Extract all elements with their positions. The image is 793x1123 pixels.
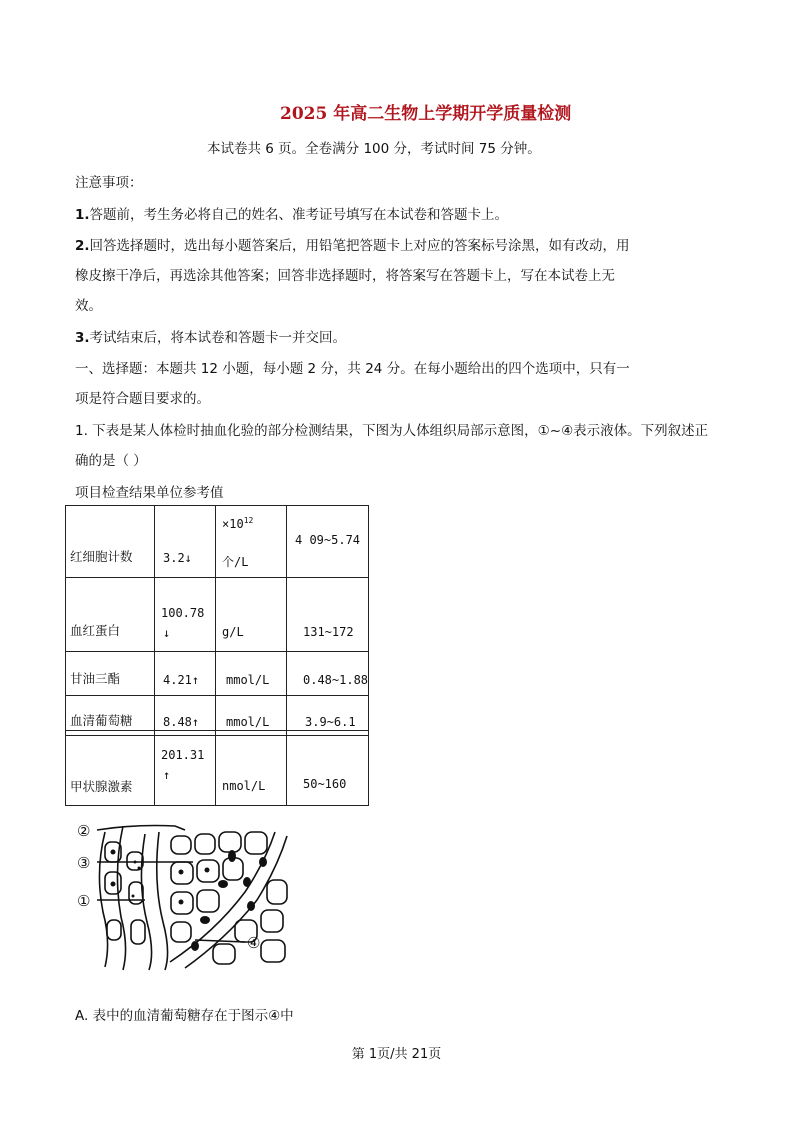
cell (261, 940, 285, 962)
table-cell (155, 652, 216, 696)
unit-value: nmol/L (222, 779, 266, 793)
nucleus (179, 900, 184, 905)
table-cell (216, 506, 287, 578)
table-row (66, 696, 369, 736)
table-cell (66, 736, 155, 806)
vessel-wall (141, 834, 151, 970)
table-cell (155, 506, 216, 578)
result-value: 100.78 (161, 606, 205, 620)
notes-heading: 注意事项： (75, 175, 143, 191)
item-name: 甲状腺激素 (70, 779, 133, 794)
note-item-1 (75, 203, 508, 223)
cell (107, 920, 121, 940)
granule (134, 861, 137, 864)
result-value: 201.31 (161, 748, 205, 762)
question-1-stem: 1. 下表是某人体检时抽血化验的部分检测结果，下图为人体组织局部示意图，①~④表示液体。下列叙述正 (75, 423, 709, 439)
nucleus (111, 882, 116, 887)
nucleus (179, 870, 184, 875)
tissue-diagram (75, 822, 300, 972)
label-2: ② (77, 822, 91, 840)
note-item-2-cont: 橡皮擦干净后，再选涂其他答案；回答非选择题时，将答案写在答题卡上，写在本试卷上无 (75, 268, 615, 284)
strike-line (287, 730, 368, 731)
unit-value: mmol/L (226, 673, 270, 687)
table-cell (287, 578, 369, 652)
cell (131, 920, 145, 944)
unit-value: g/L (222, 625, 244, 639)
granule (132, 895, 135, 898)
blood-cell (243, 877, 251, 887)
result-value: 4.21↑ (163, 673, 200, 687)
blood-cell (228, 850, 236, 862)
table-cell (287, 652, 369, 696)
label-4: ④ (247, 934, 261, 952)
reference-value: 0.48~1.88 (303, 673, 369, 687)
unit-value: 个/L (222, 555, 249, 569)
section-heading-cont: 项是符合题目要求的。 (75, 391, 210, 407)
blood-cell (218, 880, 228, 888)
granule (138, 867, 141, 870)
table-cell (216, 578, 287, 652)
strike-line (66, 730, 154, 731)
note-text: 考试结束后，将本试卷和答题卡一并交回。 (89, 330, 347, 346)
option-a: A. 表中的血清葡萄糖存在于图示④中 (75, 1008, 294, 1024)
lab-results-table (65, 505, 369, 806)
cell (171, 836, 191, 854)
item-name: 红细胞计数 (70, 549, 133, 564)
note-text: 答题前，考生务必将自己的姓名、准考证号填写在本试卷和答题卡上。 (89, 207, 509, 223)
blood-cell (200, 916, 210, 924)
blood-cell (247, 901, 255, 911)
table-row (66, 736, 369, 806)
note-item-2 (75, 234, 630, 254)
result-value: 3.2↓ (163, 551, 192, 565)
note-text: 回答选择题时，选出每小题答案后，用铅笔把答题卡上对应的答案标号涂黑，如有改动，用 (89, 238, 630, 254)
exam-info: 本试卷共 6 页。全卷满分 100 分，考试时间 75 分钟。 (207, 141, 541, 157)
table-cell (155, 736, 216, 806)
reference-value: 50~160 (303, 777, 347, 791)
table-cell (66, 696, 155, 736)
label-3: ③ (77, 854, 91, 872)
note-number: 1. (75, 207, 90, 223)
item-name: 甘油三酯 (70, 671, 121, 686)
item-name: 血红蛋白 (70, 623, 121, 638)
cell (245, 832, 267, 854)
capillary-wall (185, 836, 287, 968)
result-value: 8.48↑ (163, 715, 200, 729)
table-cell (216, 736, 287, 806)
table-cell (155, 578, 216, 652)
reference-value: 4 09~5.74 (295, 532, 361, 547)
table-row (66, 506, 369, 578)
question-1-stem-cont: 确的是（ ） (75, 453, 147, 469)
table-cell (66, 578, 155, 652)
table-cell (66, 652, 155, 696)
table-row (66, 578, 369, 652)
unit-value: $\times 10^{12}$ (222, 516, 254, 531)
cell (261, 910, 283, 932)
table-cell (287, 736, 369, 806)
note-item-3 (75, 326, 346, 346)
label-1: ① (77, 892, 91, 910)
note-number: 3. (75, 330, 90, 346)
cell (219, 832, 241, 852)
reference-value: 3.9~6.1 (305, 715, 356, 729)
vessel-wall (157, 832, 168, 970)
result-arrow: ↑ (163, 768, 171, 782)
cell (195, 834, 215, 854)
cell (197, 890, 219, 912)
blood-cell (191, 941, 199, 951)
table-row (66, 652, 369, 696)
item-name: 血清葡萄糖 (70, 713, 133, 728)
table-caption: 项目检查结果单位参考值 (75, 485, 224, 501)
note-number: 2. (75, 238, 90, 254)
table-cell (216, 696, 287, 736)
cell (171, 922, 191, 942)
page-title: 2025 年高二生物上学期开学质量检测 (280, 104, 572, 124)
reference-value: 131~172 (303, 625, 354, 639)
table-cell (216, 652, 287, 696)
page-footer: 第 1页/共 21页 (351, 1047, 442, 1062)
strike-line (216, 730, 286, 731)
unit-value: mmol/L (226, 715, 270, 729)
cell (213, 944, 235, 964)
blood-cell (259, 857, 267, 867)
table-cell (287, 506, 369, 578)
result-arrow: ↓ (163, 626, 171, 640)
note-item-2-end: 效。 (75, 298, 102, 314)
section-heading: 一、选择题：本题共 12 小题，每小题 2 分，共 24 分。在每小题给出的四个选项中，只有一 (75, 361, 630, 377)
table-cell (155, 696, 216, 736)
nucleus (111, 850, 116, 855)
table-cell (287, 696, 369, 736)
leader-line (97, 826, 185, 831)
table-cell (66, 506, 155, 578)
nucleus (205, 868, 210, 873)
cell (267, 880, 287, 904)
strike-line (155, 730, 215, 731)
